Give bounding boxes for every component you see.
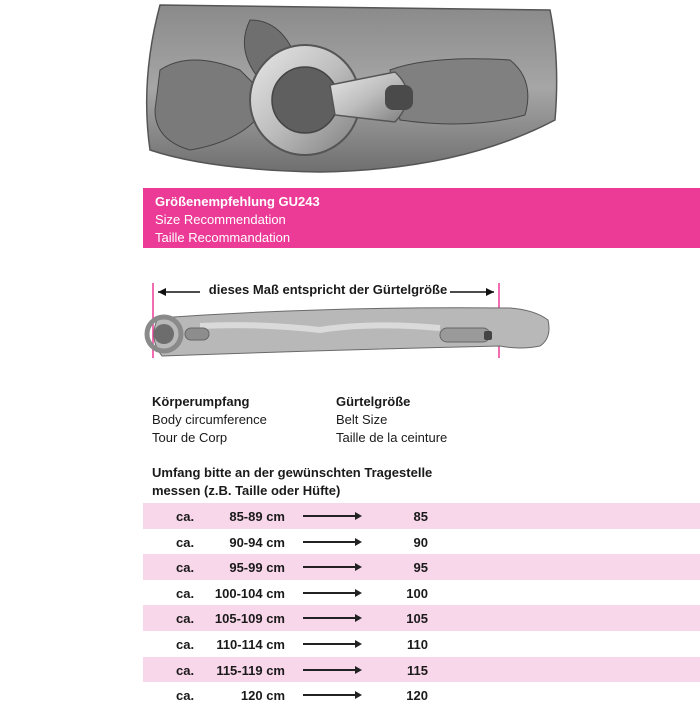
table-row xyxy=(143,554,700,580)
belt-size-value: 95 xyxy=(413,560,428,576)
belt-size-value: 120 xyxy=(406,688,428,704)
belt-size-heading: Gürtelgröße xyxy=(336,394,411,409)
approx-label: ca. xyxy=(176,662,195,678)
belt-size-value: 110 xyxy=(407,636,428,652)
measurement-label: dieses Maß entspricht der Gürtelgröße xyxy=(208,282,448,297)
belt-size-value: 115 xyxy=(407,662,428,678)
approx-label: ca. xyxy=(176,636,195,652)
banner-subtitle-fr: Taille Recommandation xyxy=(155,230,291,245)
body-circumference-en: Body circumference xyxy=(152,412,267,427)
instruction-line-1: Umfang bitte an der gewünschten Tragestelle xyxy=(152,465,433,480)
banner-title: Größenempfehlung GU243 xyxy=(155,194,320,209)
measuring-instruction xyxy=(152,464,552,500)
body-circumference-heading: Körperumpfang xyxy=(152,394,250,409)
circumference-range: 85-89 cm xyxy=(229,509,285,524)
belt-size-value: 85 xyxy=(413,509,428,524)
circumference-range: 105-109 cm xyxy=(214,611,285,627)
approx-label: ca. xyxy=(176,688,195,704)
belt-size-value: 105 xyxy=(406,611,428,627)
table-row xyxy=(143,529,700,555)
instruction-line-2: messen (z.B. Taille oder Hüfte) xyxy=(152,483,341,498)
circumference-range: 90-94 cm xyxy=(229,534,285,550)
circumference-range: 95-99 cm xyxy=(229,560,285,576)
table-row xyxy=(143,605,700,631)
approx-label: ca. xyxy=(176,534,195,550)
approx-label: ca. xyxy=(176,560,195,576)
belt-size-value: 90 xyxy=(413,534,428,550)
size-table xyxy=(143,503,700,708)
table-row xyxy=(143,503,700,529)
table-row xyxy=(143,580,700,606)
belt-size-en: Belt Size xyxy=(336,412,388,427)
table-row xyxy=(143,631,700,657)
approx-label: ca. xyxy=(176,509,195,524)
belt-photo xyxy=(130,0,570,178)
table-row xyxy=(143,682,700,708)
belt-size-value: 100 xyxy=(406,585,428,601)
body-circumference-column xyxy=(152,393,267,447)
circumference-range: 100-104 cm xyxy=(214,585,285,601)
approx-label: ca. xyxy=(176,585,195,601)
approx-label: ca. xyxy=(176,611,195,627)
belt-size-fr: Taille de la ceinture xyxy=(336,430,448,445)
banner-subtitle-en: Size Recommendation xyxy=(155,212,286,227)
circumference-range: 110-114 cm xyxy=(216,636,285,652)
circumference-range: 120 cm xyxy=(240,688,285,704)
table-row xyxy=(143,657,700,683)
belt-size-column xyxy=(336,393,447,447)
size-recommendation-banner xyxy=(143,188,700,248)
body-circumference-fr: Tour de Corp xyxy=(152,430,228,445)
circumference-range: 115-119 cm xyxy=(216,662,285,678)
